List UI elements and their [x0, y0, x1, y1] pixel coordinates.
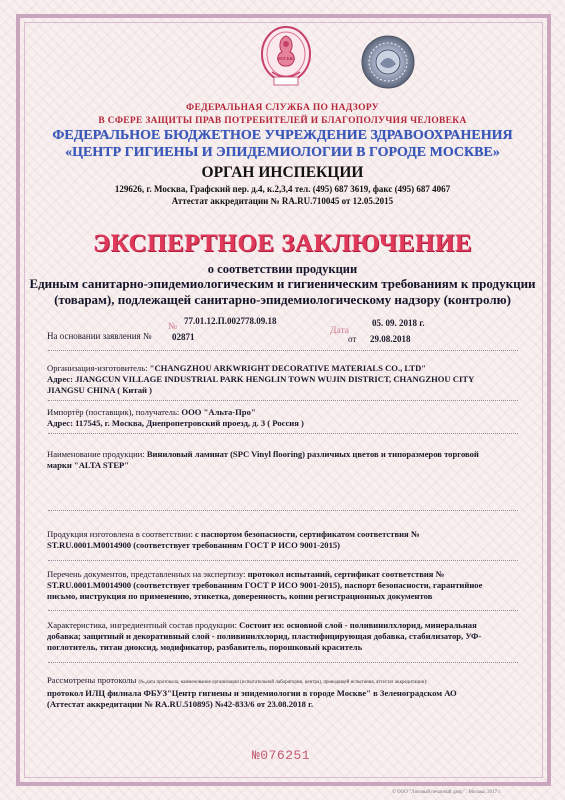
importer-address: Адрес: 117545, г. Москва, Днепропетровский проезд, д. 3 ( Россия ): [47, 418, 304, 428]
composition-row: [47, 620, 477, 631]
organ-accreditation: Аттестат аккредитации № RA.RU.710045 от 12.05.2015: [171, 196, 394, 206]
composition-value-1: Состоит из: основной слой - поливинилхлорид, минеральная: [239, 620, 477, 630]
printer-footer: © ООО "Лиговый печатный двор" . Москва, 2017 г.: [392, 790, 502, 795]
record-number: 77.01.12.П.002778.09.18: [184, 316, 277, 326]
product-label: Наименование продукции:: [47, 449, 147, 459]
documents-value-2: ST.RU.0001.M0014900 (соответствует требованиям ГОСТ Р ИСО 9001-2015), паспорт безопасности, гарантийное: [47, 580, 483, 590]
manufacturer-label: Организация-изготовитель:: [47, 363, 150, 373]
subtitle-line-2: Единым санитарно-эпидемиологическим и гигиеническим требованиям к продукции: [29, 276, 536, 291]
divider: [48, 510, 518, 511]
record-date-label: Дата: [330, 326, 349, 336]
importer-name: ООО "Альта-Про": [181, 407, 256, 417]
protocols-label: Рассмотрены протоколы: [47, 675, 139, 685]
emblem-caption: МОСКВА: [276, 56, 296, 61]
protocols-note: (№,дата протокола, наименование организации (испытательной лаборатории, центра), проводящей испытания, аттестат аккредитации):: [138, 680, 428, 685]
documents-value-3: письмо, инструкция по применению, этикетка, доверенность, копии регистрационных документов: [47, 591, 433, 601]
manufacturer-row: [47, 363, 426, 374]
product-value-2: марки "ALTA STEP": [47, 460, 130, 470]
serial-number: №076251: [252, 748, 311, 763]
protocols-row: [47, 675, 427, 688]
organ-address: 129626, г. Москва, Графский пер. д.4, к.2,3,4 тел. (495) 687 3619, факс (495) 687 4067: [114, 184, 451, 194]
product-row: [47, 449, 479, 460]
documents-value-1: протокол испытаний, сертификат соответствия №: [247, 569, 445, 579]
application-date: 29.08.2018: [370, 334, 411, 344]
produced-row: [47, 529, 420, 540]
subtitle-line-3: (товарам), подлежащей санитарно-эпидемиологическому надзору (контролю): [54, 292, 511, 307]
application-label: На основании заявления №: [47, 331, 152, 341]
product-value-1: Виниловый ламинат (SPC Vinyl flooring) различных цветов и типоразмеров торговой: [146, 449, 479, 459]
manufacturer-name: "CHANGZHOU ARKWRIGHT DECORATIVE MATERIALS CO., LTD": [149, 363, 427, 373]
divider: [48, 350, 518, 351]
divider: [48, 433, 518, 434]
divider: [48, 400, 518, 401]
application-number: 02871: [172, 332, 195, 342]
composition-label: Характеристика, ингредиентный состав продукции:: [47, 620, 240, 630]
document-title: ЭКСПЕРТНОЕ ЗАКЛЮЧЕНИЕ: [93, 230, 472, 257]
composition-value-3: поглотитель, титан диоксид, модификатор, разбавитель, порошковый краситель: [47, 642, 363, 652]
produced-value-1: с паспортом безопасности, сертификатом соответствия №: [195, 529, 420, 539]
institution-line-2: «ЦЕНТР ГИГИЕНЫ И ЭПИДЕМИОЛОГИИ В ГОРОДЕ МОСКВЕ»: [65, 145, 500, 160]
divider: [48, 610, 518, 611]
produced-value-2: ST.RU.0001.M0014900 (соответствует требованиям ГОСТ Р ИСО 9001-2015): [47, 540, 341, 550]
subtitle-line-1: о соответствии продукции: [207, 262, 358, 276]
institution-line-1: ФЕДЕРАЛЬНОЕ БЮДЖЕТНОЕ УЧРЕЖДЕНИЕ ЗДРАВООХРАНЕНИЯ: [52, 128, 513, 143]
manufacturer-address-2: JIANGSU CHINA ( Китай ): [47, 385, 152, 395]
organ-title: ОРГАН ИНСПЕКЦИИ: [201, 164, 364, 181]
importer-row: [47, 407, 256, 418]
manufacturer-address-1: Адрес: JIANGCUN VILLAGE INDUSTRIAL PARK HENGLIN TOWN WUJIN DISTRICT, CHANGZHOU CITY: [47, 374, 475, 384]
record-number-sign: №: [168, 322, 178, 332]
agency-line-2: В СФЕРЕ ЗАЩИТЫ ПРАВ ПОТРЕБИТЕЛЕЙ И БЛАГОПОЛУЧИЯ ЧЕЛОВЕКА: [98, 116, 467, 126]
importer-label: Импортёр (поставщик), получатель:: [47, 407, 182, 417]
protocols-value-1: протокол ИЛЦ филиала ФБУЗ"Центр гигиены и эпидемиологии в городе Москве" в Зеленоградском АО: [47, 688, 457, 698]
documents-label: Перечень документов, представленных на экспертизу:: [47, 569, 248, 579]
protocols-value-2: (Аттестат аккредитации № RA.RU.510895) №42-833/6 от 23.08.2018 г.: [47, 699, 314, 709]
application-from: от: [348, 334, 357, 344]
documents-row: [47, 569, 444, 580]
composition-value-2: добавка; защитный и декоративный слой - поливинилхлорид, пластифицирующая добавка, стабилизатор, УФ-: [47, 631, 482, 641]
produced-label: Продукция изготовлена в соответствии:: [47, 529, 196, 539]
hologram-seal-icon: [360, 34, 416, 90]
divider: [48, 560, 518, 561]
divider: [48, 662, 518, 663]
record-date: 05. 09. 2018 г.: [372, 318, 425, 328]
agency-line-1: ФЕДЕРАЛЬНАЯ СЛУЖБА ПО НАДЗОРУ: [186, 103, 379, 113]
